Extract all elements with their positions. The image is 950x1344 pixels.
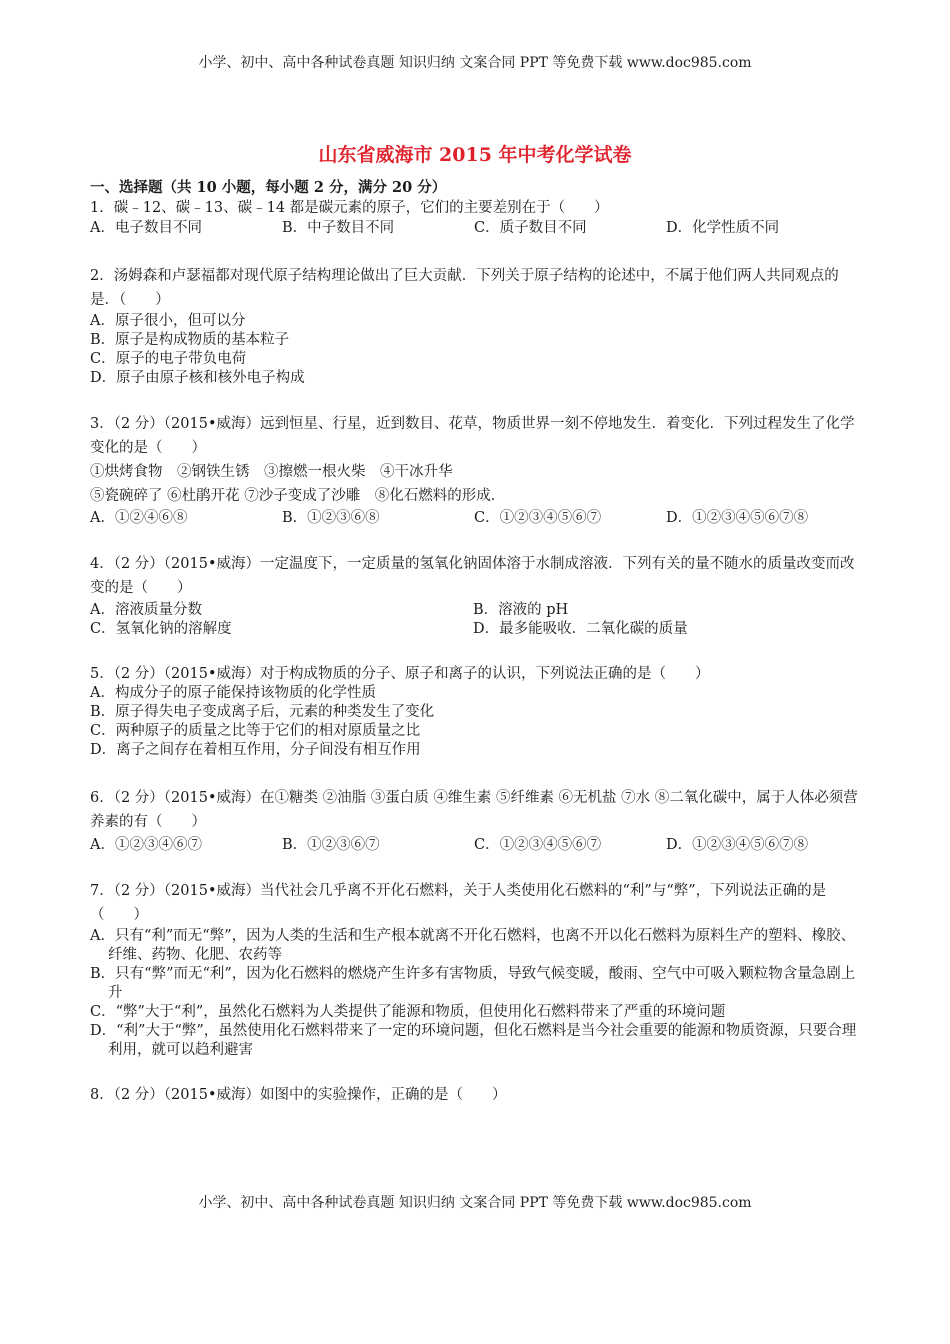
question-stem: 2．汤姆森和卢瑟福都对现代原子结构理论做出了巨大贡献．下列关于原子结构的论述中，不属于他们两人共同观点的是．（ ） <box>90 268 839 308</box>
option-c: C．质子数目不同 <box>474 220 587 236</box>
question-stem: 5．（2 分）（2015•威海）对于构成物质的分子、原子和离子的认识，下列说法正确的是（ ） <box>90 666 710 682</box>
exam-content <box>90 178 860 1105</box>
option-b: B．溶液的 pH <box>473 602 569 618</box>
option-b: B．中子数目不同 <box>282 220 395 236</box>
options-grid <box>90 601 860 639</box>
question-1 <box>90 199 860 238</box>
option-c: C．原子的电子带负电荷 <box>90 351 247 367</box>
question-4 <box>90 552 860 639</box>
option-c: C．两种原子的质量之比等于它们的相对原质量之比 <box>90 723 421 739</box>
options-row <box>90 219 860 238</box>
option-d: D．①②③④⑤⑥⑦⑧ <box>666 837 809 853</box>
options-row <box>90 836 860 855</box>
option-a: A．原子很小，但可以分 <box>90 313 246 329</box>
option-b: B．原子是构成物质的基本粒子 <box>90 332 290 348</box>
question-stem: 6．（2 分）（2015•威海）在①糖类 ②油脂 ③蛋白质 ④维生素 ⑤纤维素 ⑥无机盐 ⑦水 ⑧二氧化碳中，属于人体必须营养素的有（ ） <box>90 790 858 830</box>
option-a: A．①②③④⑥⑦ <box>90 837 202 853</box>
option-d: D．①②③④⑤⑥⑦⑧ <box>666 510 809 526</box>
question-7 <box>90 879 860 1060</box>
question-stem: 7．（2 分）（2015•威海）当代社会几乎离不开化石燃料，关于人类使用化石燃料的“利”与“弊”，下列说法正确的是（ ） <box>90 883 827 923</box>
option-a: A．①②④⑥⑧ <box>90 510 188 526</box>
question-6 <box>90 786 860 855</box>
question-items: ①烘烤食物 ②钢铁生锈 ③擦燃一根火柴 ④干冰升华 <box>90 464 453 480</box>
page-header: 小学、初中、高中各种试卷真题 知识归纳 文案合同 PPT 等免费下载 www.doc985.com <box>198 55 752 71</box>
option-b: B．①②③⑥⑧ <box>282 510 380 526</box>
option-a: A．只有“利”而无“弊”，因为人类的生活和生产根本就离不开化石燃料，也离不开以化石燃料为原料生产的塑料、橡胶、纤维、药物、化肥、农药等 <box>90 928 856 963</box>
question-stem: 8．（2 分）（2015•威海）如图中的实验操作，正确的是（ ） <box>90 1087 507 1103</box>
option-b: B．①②③⑥⑦ <box>282 837 380 853</box>
option-d: D．化学性质不同 <box>666 220 780 236</box>
option-d: D．原子由原子核和核外电子构成 <box>90 370 305 386</box>
options-row <box>90 509 860 528</box>
option-b: B．原子得失电子变成离子后，元素的种类发生了变化 <box>90 704 435 720</box>
question-3 <box>90 412 860 528</box>
option-d: D．离子之间存在着相互作用，分子间没有相互作用 <box>90 742 421 758</box>
option-c: C．氢氧化钠的溶解度 <box>90 621 232 637</box>
question-2 <box>90 264 860 388</box>
option-d: D．最多能吸收．二氧化碳的质量 <box>473 621 688 637</box>
option-a: A．溶液质量分数 <box>90 602 202 618</box>
option-c: C．①②③④⑤⑥⑦ <box>474 510 602 526</box>
question-8 <box>90 1086 860 1105</box>
option-c: C．①②③④⑤⑥⑦ <box>474 837 602 853</box>
question-stem: 1．碳﹣12、碳﹣13、碳﹣14 都是碳元素的原子，它们的主要差别在于（ ） <box>90 200 609 216</box>
option-d: D．“利”大于“弊”，虽然使用化石燃料带来了一定的环境问题，但化石燃料是当今社会重要的能源和物质资源，只要合理利用，就可以趋利避害 <box>90 1023 857 1058</box>
question-stem: 4．（2 分）（2015•威海）一定温度下，一定质量的氢氧化钠固体溶于水制成溶液．下列有关的量不随水的质量改变而改变的是（ ） <box>90 556 855 596</box>
exam-title: 山东省威海市 2015 年中考化学试卷 <box>318 144 632 166</box>
option-a: A．电子数目不同 <box>90 220 202 236</box>
question-5 <box>90 665 860 760</box>
page-footer: 小学、初中、高中各种试卷真题 知识归纳 文案合同 PPT 等免费下载 www.doc985.com <box>198 1195 752 1211</box>
question-items: ⑤瓷碗碎了 ⑥杜鹃开花 ⑦沙子变成了沙雕 ⑧化石燃料的形成． <box>90 488 506 504</box>
question-stem: 3．（2 分）（2015•威海）远到恒星、行星，近到数目、花草，物质世界一刻不停地发生．着变化．下列过程发生了化学变化的是（ ） <box>90 416 855 456</box>
option-a: A．构成分子的原子能保持该物质的化学性质 <box>90 685 376 701</box>
option-c: C．“弊”大于“利”，虽然化石燃料为人类提供了能源和物质，但使用化石燃料带来了严重的环境问题 <box>90 1004 726 1020</box>
section-heading: 一、选择题（共 10 小题，每小题 2 分，满分 20 分） <box>90 179 447 196</box>
option-b: B．只有“弊”而无“利”，因为化石燃料的燃烧产生许多有害物质，导致气候变暖，酸雨、空气中可吸入颗粒物含量急剧上升 <box>90 966 856 1001</box>
